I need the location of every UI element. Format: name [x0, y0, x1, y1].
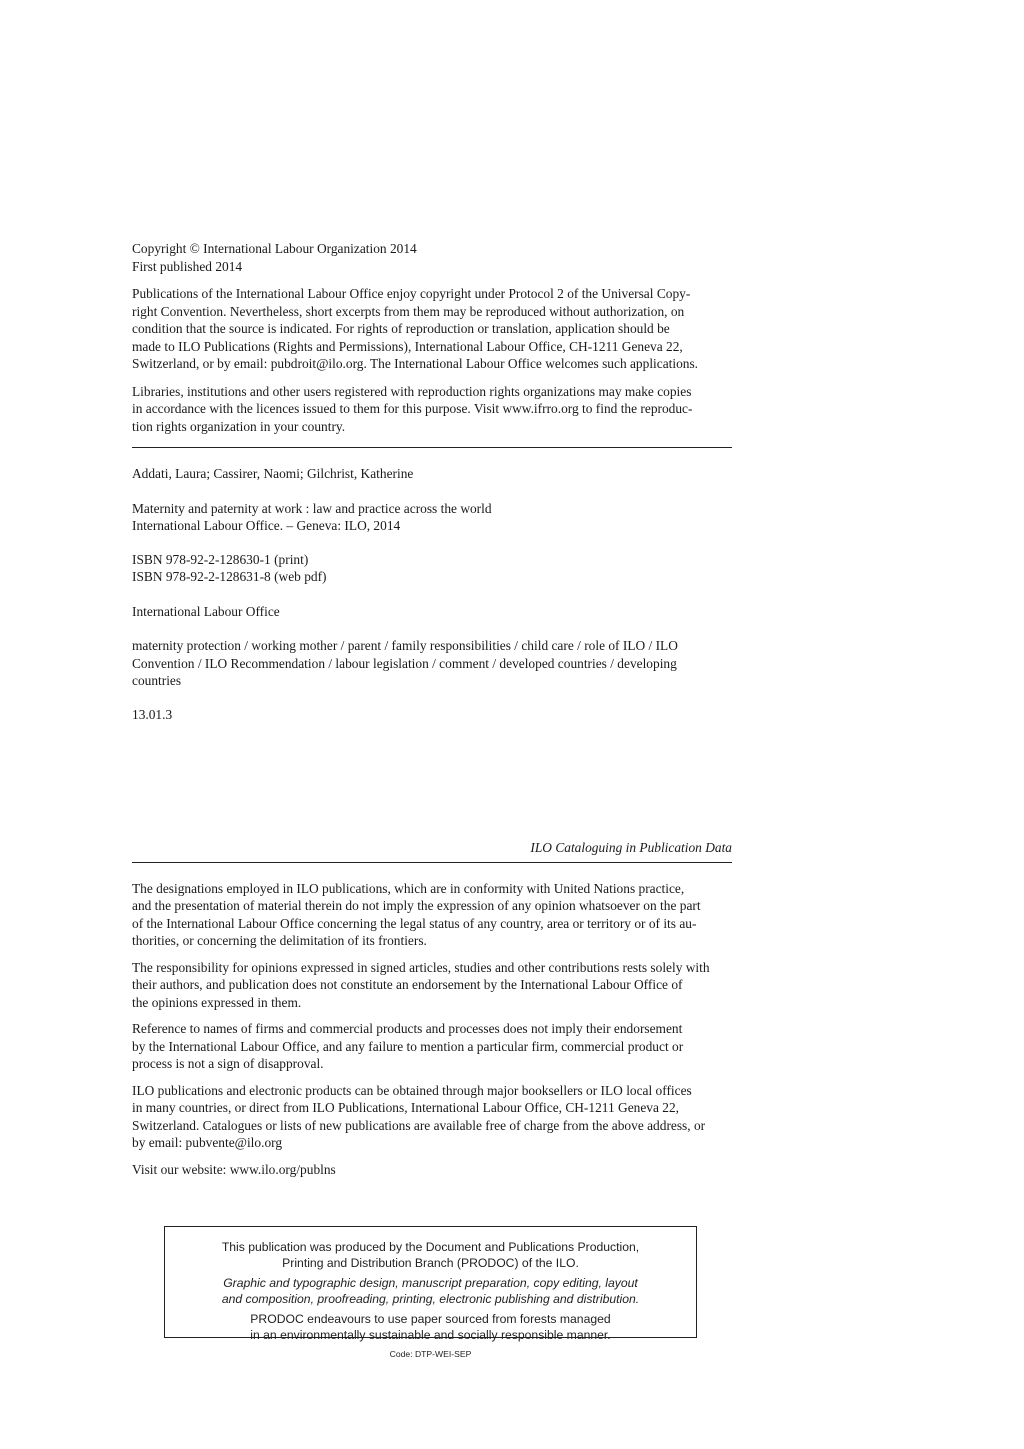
prodoc-line: PRODOC endeavours to use paper sourced from forests managed: [250, 1312, 611, 1326]
prodoc-line: This publication was produced by the Document and Publications Production,: [221, 1240, 640, 1254]
prodoc-box: [164, 1226, 697, 1359]
text-line: Libraries, institutions and other users registered with reproduction rights organizations may make copies: [132, 383, 692, 399]
text-line: The responsibility for opinions expressed in signed articles, studies and other contributions rests solely with: [132, 959, 710, 975]
text-line: in many countries, or direct from ILO Publications, International Labour Office, CH-1211 Geneva 22,: [132, 1100, 680, 1115]
disclaimer-references: [132, 1020, 732, 1073]
website-line: Visit our website: www.ilo.org/publns: [132, 1161, 336, 1177]
corporate-author: International Labour Office: [132, 603, 280, 619]
prodoc-code: Code: DTP-WEI-SEP: [389, 1349, 472, 1359]
text-line: Publications of the International Labour Office enjoy copyright under Protocol 2 of the Universal Copy-: [132, 286, 691, 301]
text-line: tion rights organization in your country.: [132, 418, 346, 434]
text-line: condition that the source is indicated. For rights of reproduction or translation, application should be: [132, 321, 670, 336]
text-line: The designations employed in ILO publications, which are in conformity with United Nations practice,: [132, 880, 685, 896]
prodoc-line: Graphic and typographic design, manuscript preparation, copy editing, layout: [223, 1276, 638, 1290]
disclaimer-designations: [132, 880, 732, 950]
isbn-print: ISBN 978-92-2-128630-1 (print): [132, 551, 309, 567]
text-line: made to ILO Publications (Rights and Permissions), International Labour Office, CH-1211 Geneva 22,: [132, 338, 683, 354]
text-line: and the presentation of material therein do not imply the expression of any opinion whatsoever on the part: [132, 898, 701, 913]
text-line: in accordance with the licences issued to them for this purpose. Visit www.ifrro.org to find the reproduc-: [132, 401, 693, 416]
prodoc-line: Printing and Distribution Branch (PRODOC) of the ILO.: [282, 1256, 579, 1270]
cip-label: ILO Cataloguing in Publication Data: [530, 840, 732, 855]
prodoc-line: in an environmentally sustainable and socially responsible manner.: [250, 1328, 611, 1342]
copyright-paragraph: [132, 285, 732, 373]
text-line: of the International Labour Office concerning the legal status of any country, area or territory or of its au-: [132, 915, 697, 931]
disclaimer-responsibility: [132, 959, 732, 1012]
text-line: the opinions expressed in them.: [132, 994, 302, 1010]
text-line: Switzerland. Catalogues or lists of new publications are available free of charge from the above address, or: [132, 1117, 706, 1133]
reproduction-rights-paragraph: [132, 383, 732, 436]
text-line: by the International Labour Office, and any failure to mention a particular firm, commercial product or: [132, 1038, 684, 1054]
classification-code: 13.01.3: [132, 706, 173, 722]
keywords-line: maternity protection / working mother / parent / family responsibilities / child care / role of ILO / ILO: [132, 638, 678, 653]
prodoc-line: and composition, proofreading, printing, electronic publishing and distribution.: [221, 1292, 640, 1306]
publisher-line: International Labour Office. – Geneva: ILO, 2014: [132, 518, 401, 533]
copyright-line: Copyright © International Labour Organization 2014: [132, 241, 417, 256]
keywords-line: countries: [132, 673, 182, 688]
text-line: Reference to names of firms and commercial products and processes does not imply their endorsement: [132, 1021, 683, 1036]
text-line: thorities, or concerning the delimitation of its frontiers.: [132, 933, 427, 948]
first-published-line: First published 2014: [132, 258, 243, 274]
copyright-page: [132, 240, 732, 1178]
text-line: right Convention. Nevertheless, short excerpts from them may be reproduced without authorization, on: [132, 303, 685, 319]
cip-block: [132, 465, 732, 723]
text-line: process is not a sign of disapproval.: [132, 1056, 324, 1071]
text-line: Switzerland, or by email: pubdroit@ilo.org. The International Labour Office welcomes such applications.: [132, 356, 699, 371]
isbn-web: ISBN 978-92-2-128631-8 (web pdf): [132, 569, 327, 584]
keywords-line: Convention / ILO Recommendation / labour legislation / comment / developed countries / developing: [132, 655, 677, 671]
book-title-line: Maternity and paternity at work : law and practice across the world: [132, 500, 492, 516]
ordering-information: [132, 1082, 732, 1152]
text-line: their authors, and publication does not constitute an endorsement by the International Labour Office of: [132, 977, 683, 992]
divider-top: [132, 447, 732, 448]
divider-bottom: [132, 862, 732, 863]
authors-line: Addati, Laura; Cassirer, Naomi; Gilchrist, Katherine: [132, 466, 414, 481]
keywords: [132, 637, 732, 690]
text-line: ILO publications and electronic products can be obtained through major booksellers or ILO local offices: [132, 1082, 692, 1098]
text-line: by email: pubvente@ilo.org: [132, 1135, 283, 1150]
